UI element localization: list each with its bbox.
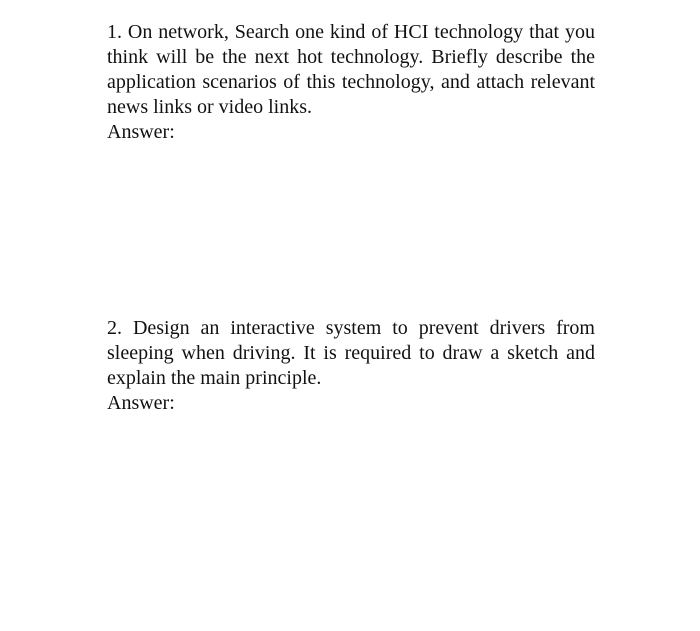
question-1-answer-label: Answer: <box>107 121 175 143</box>
question-1-text: 1. On network, Search one kind of HCI technology that you think will be the next hot technology. Briefly describe the application scenarios of this technology, and attach relevant news links or video links. <box>107 21 595 118</box>
question-2-text: 2. Design an interactive system to prevent drivers from sleeping when driving. It is required to draw a sketch and explain the main principle. <box>107 317 595 389</box>
question-2-answer-label: Answer: <box>107 392 175 414</box>
question-2 <box>107 316 595 416</box>
question-1 <box>107 20 595 145</box>
